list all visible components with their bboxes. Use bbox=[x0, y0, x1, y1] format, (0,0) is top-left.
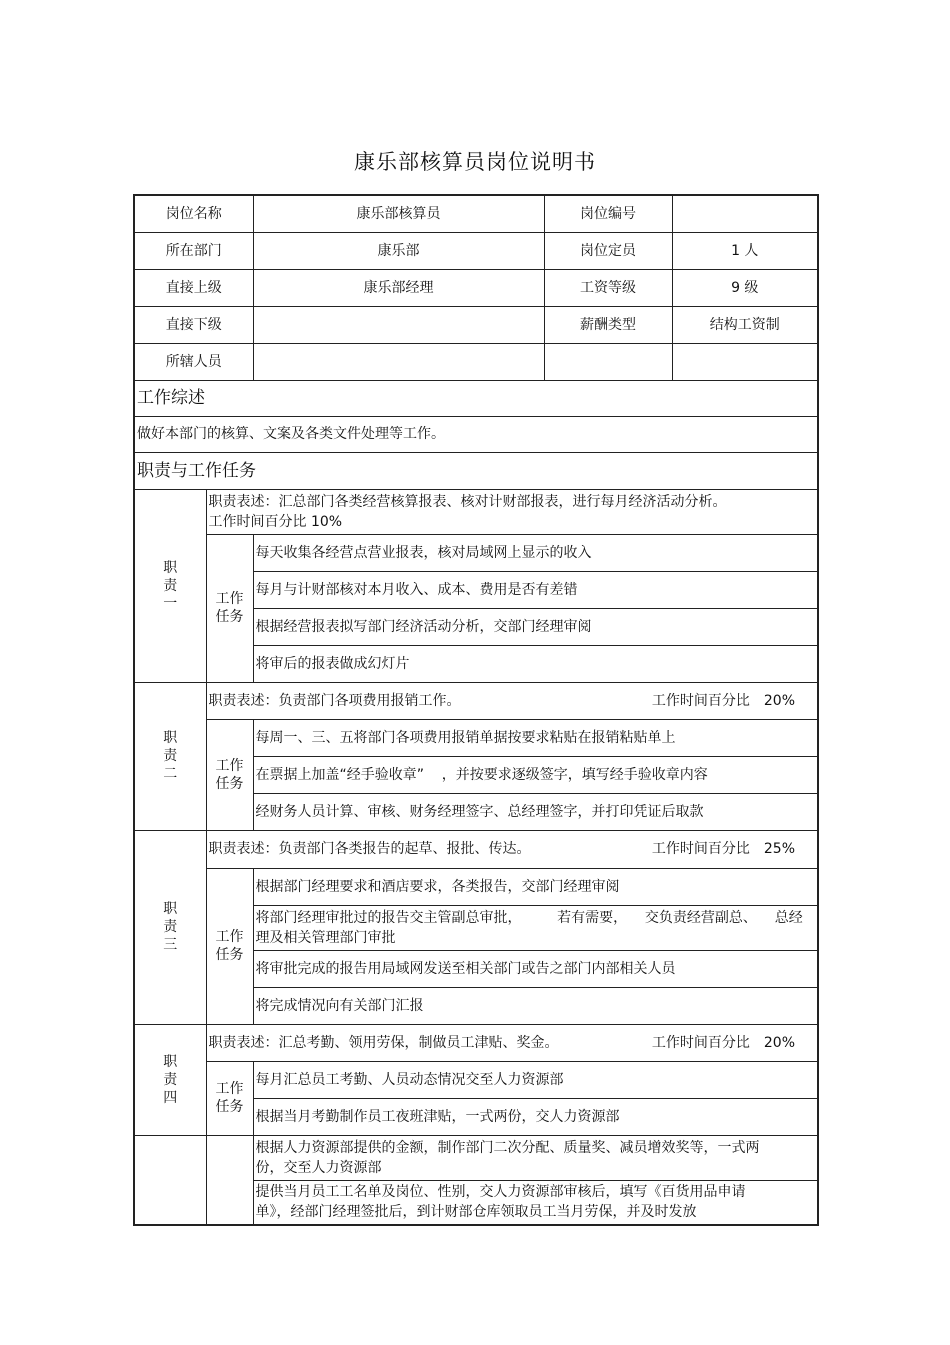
summary-header: 工作综述 bbox=[134, 380, 818, 416]
grade-label: 工资等级 bbox=[544, 269, 672, 306]
staff-label: 所辖人员 bbox=[134, 343, 253, 380]
info-row-staff bbox=[134, 343, 818, 380]
duties-header: 职责与工作任务 bbox=[134, 452, 818, 489]
blank-cell bbox=[672, 343, 818, 380]
grade-value: 9 级 bbox=[672, 269, 818, 306]
dept-value: 康乐部 bbox=[253, 232, 544, 269]
task-label: 工作任务 bbox=[206, 719, 253, 830]
duty-desc-row bbox=[134, 830, 818, 868]
dept-label: 所在部门 bbox=[134, 232, 253, 269]
task-item: 每月汇总员工考勤、人员动态情况交至人力资源部 bbox=[253, 1061, 818, 1098]
duty-description bbox=[206, 1024, 818, 1061]
summary-header-row bbox=[134, 380, 818, 416]
info-row-dept bbox=[134, 232, 818, 269]
quota-value: 1 人 bbox=[672, 232, 818, 269]
duty-title: 职 责 一 bbox=[134, 489, 206, 682]
task-item: 提供当月员工工名单及岗位、性别，交人力资源部审核后，填写《百货用品申请单》，经部门经理签批后，到计财部仓库领取员工当月劳保，并及时发放 bbox=[253, 1180, 818, 1225]
task-item: 每周一、三、五将部门各项费用报销单据按要求粘贴在报销粘贴单上 bbox=[253, 719, 818, 756]
task-item: 将部门经理审批过的报告交主管副总审批， 若有需要， 交负责经营副总、 总经理及相关管理部门审批 bbox=[253, 905, 818, 950]
task-row bbox=[134, 1135, 818, 1180]
task-item: 根据经营报表拟写部门经济活动分析，交部门经理审阅 bbox=[253, 608, 818, 645]
document-title: 康乐部核算员岗位说明书 bbox=[354, 150, 596, 174]
subordinate-label: 直接下级 bbox=[134, 306, 253, 343]
info-row-superior bbox=[134, 269, 818, 306]
duty-pct: 工作时间百分比 20% bbox=[651, 692, 795, 709]
quota-label: 岗位定员 bbox=[544, 232, 672, 269]
duty-title: 职 责 四 bbox=[134, 1024, 206, 1135]
duty-description bbox=[206, 830, 818, 868]
task-label: 工作任务 bbox=[206, 534, 253, 682]
post-name-value: 康乐部核算员 bbox=[253, 195, 544, 232]
duty-desc-text: 职责表述：汇总考勤、领用劳保，制做员工津贴、奖金。 bbox=[208, 1034, 559, 1051]
task-item: 经财务人员计算、审核、财务经理签字、总经理签字，并打印凭证后取款 bbox=[253, 793, 818, 830]
summary-text: 做好本部门的核算、文案及各类文件处理等工作。 bbox=[134, 416, 818, 452]
duty-desc-text: 职责表述：汇总部门各类经营核算报表、核对计财部报表，进行每月经济活动分析。 bbox=[208, 493, 727, 510]
duty-title: 职 责 三 bbox=[134, 830, 206, 1024]
blank-cell bbox=[206, 1135, 253, 1225]
task-row bbox=[134, 1061, 818, 1098]
duty-desc-text: 职责表述：负责部门各类报告的起草、报批、传达。 bbox=[208, 841, 531, 857]
duty-description bbox=[206, 489, 818, 534]
duty-desc-row bbox=[134, 682, 818, 719]
duty-desc-row bbox=[134, 1024, 818, 1061]
duty-desc-text: 职责表述：负责部门各项费用报销工作。 bbox=[208, 692, 461, 709]
superior-value: 康乐部经理 bbox=[253, 269, 544, 306]
staff-value bbox=[253, 343, 544, 380]
duty-desc-row bbox=[134, 489, 818, 534]
blank-cell bbox=[544, 343, 672, 380]
task-label: 工作任务 bbox=[206, 868, 253, 1024]
task-item: 根据部门经理要求和酒店要求，各类报告，交部门经理审阅 bbox=[253, 868, 818, 905]
task-item: 在票据上加盖“经手验收章” ，并按要求逐级签字，填写经手验收章内容 bbox=[253, 756, 818, 793]
task-item: 将完成情况向有关部门汇报 bbox=[253, 987, 818, 1024]
blank-cell bbox=[134, 1135, 206, 1225]
duty-pct-text: 工作时间百分比 10% bbox=[208, 513, 343, 530]
task-item: 每天收集各经营点营业报表，核对局域网上显示的收入 bbox=[253, 534, 818, 571]
task-row bbox=[134, 534, 818, 571]
duties-header-row bbox=[134, 452, 818, 489]
task-item: 将审后的报表做成幻灯片 bbox=[253, 645, 818, 682]
task-label: 工作任务 bbox=[206, 1061, 253, 1135]
duty-title: 职 责 二 bbox=[134, 682, 206, 830]
summary-text-row bbox=[134, 416, 818, 452]
task-item: 根据当月考勤制作员工夜班津贴，一式两份，交人力资源部 bbox=[253, 1098, 818, 1135]
pay-type-value: 结构工资制 bbox=[672, 306, 818, 343]
subordinate-value bbox=[253, 306, 544, 343]
info-row-post-name bbox=[134, 195, 818, 232]
pay-type-label: 薪酬类型 bbox=[544, 306, 672, 343]
job-description-table bbox=[133, 194, 819, 1226]
task-item: 根据人力资源部提供的金额，制作部门二次分配、质量奖、减员增效奖等，一式两份，交至人力资源部 bbox=[253, 1135, 818, 1180]
post-no-label: 岗位编号 bbox=[544, 195, 672, 232]
duty-pct: 工作时间百分比 25% bbox=[651, 841, 795, 857]
info-row-subordinate bbox=[134, 306, 818, 343]
duty-description bbox=[206, 682, 818, 719]
task-row bbox=[134, 868, 818, 905]
task-row bbox=[134, 719, 818, 756]
duty-pct: 工作时间百分比 20% bbox=[651, 1034, 795, 1051]
superior-label: 直接上级 bbox=[134, 269, 253, 306]
task-item: 每月与计财部核对本月收入、成本、费用是否有差错 bbox=[253, 571, 818, 608]
post-no-value bbox=[672, 195, 818, 232]
post-name-label: 岗位名称 bbox=[134, 195, 253, 232]
task-item: 将审批完成的报告用局域网发送至相关部门或告之部门内部相关人员 bbox=[253, 950, 818, 987]
